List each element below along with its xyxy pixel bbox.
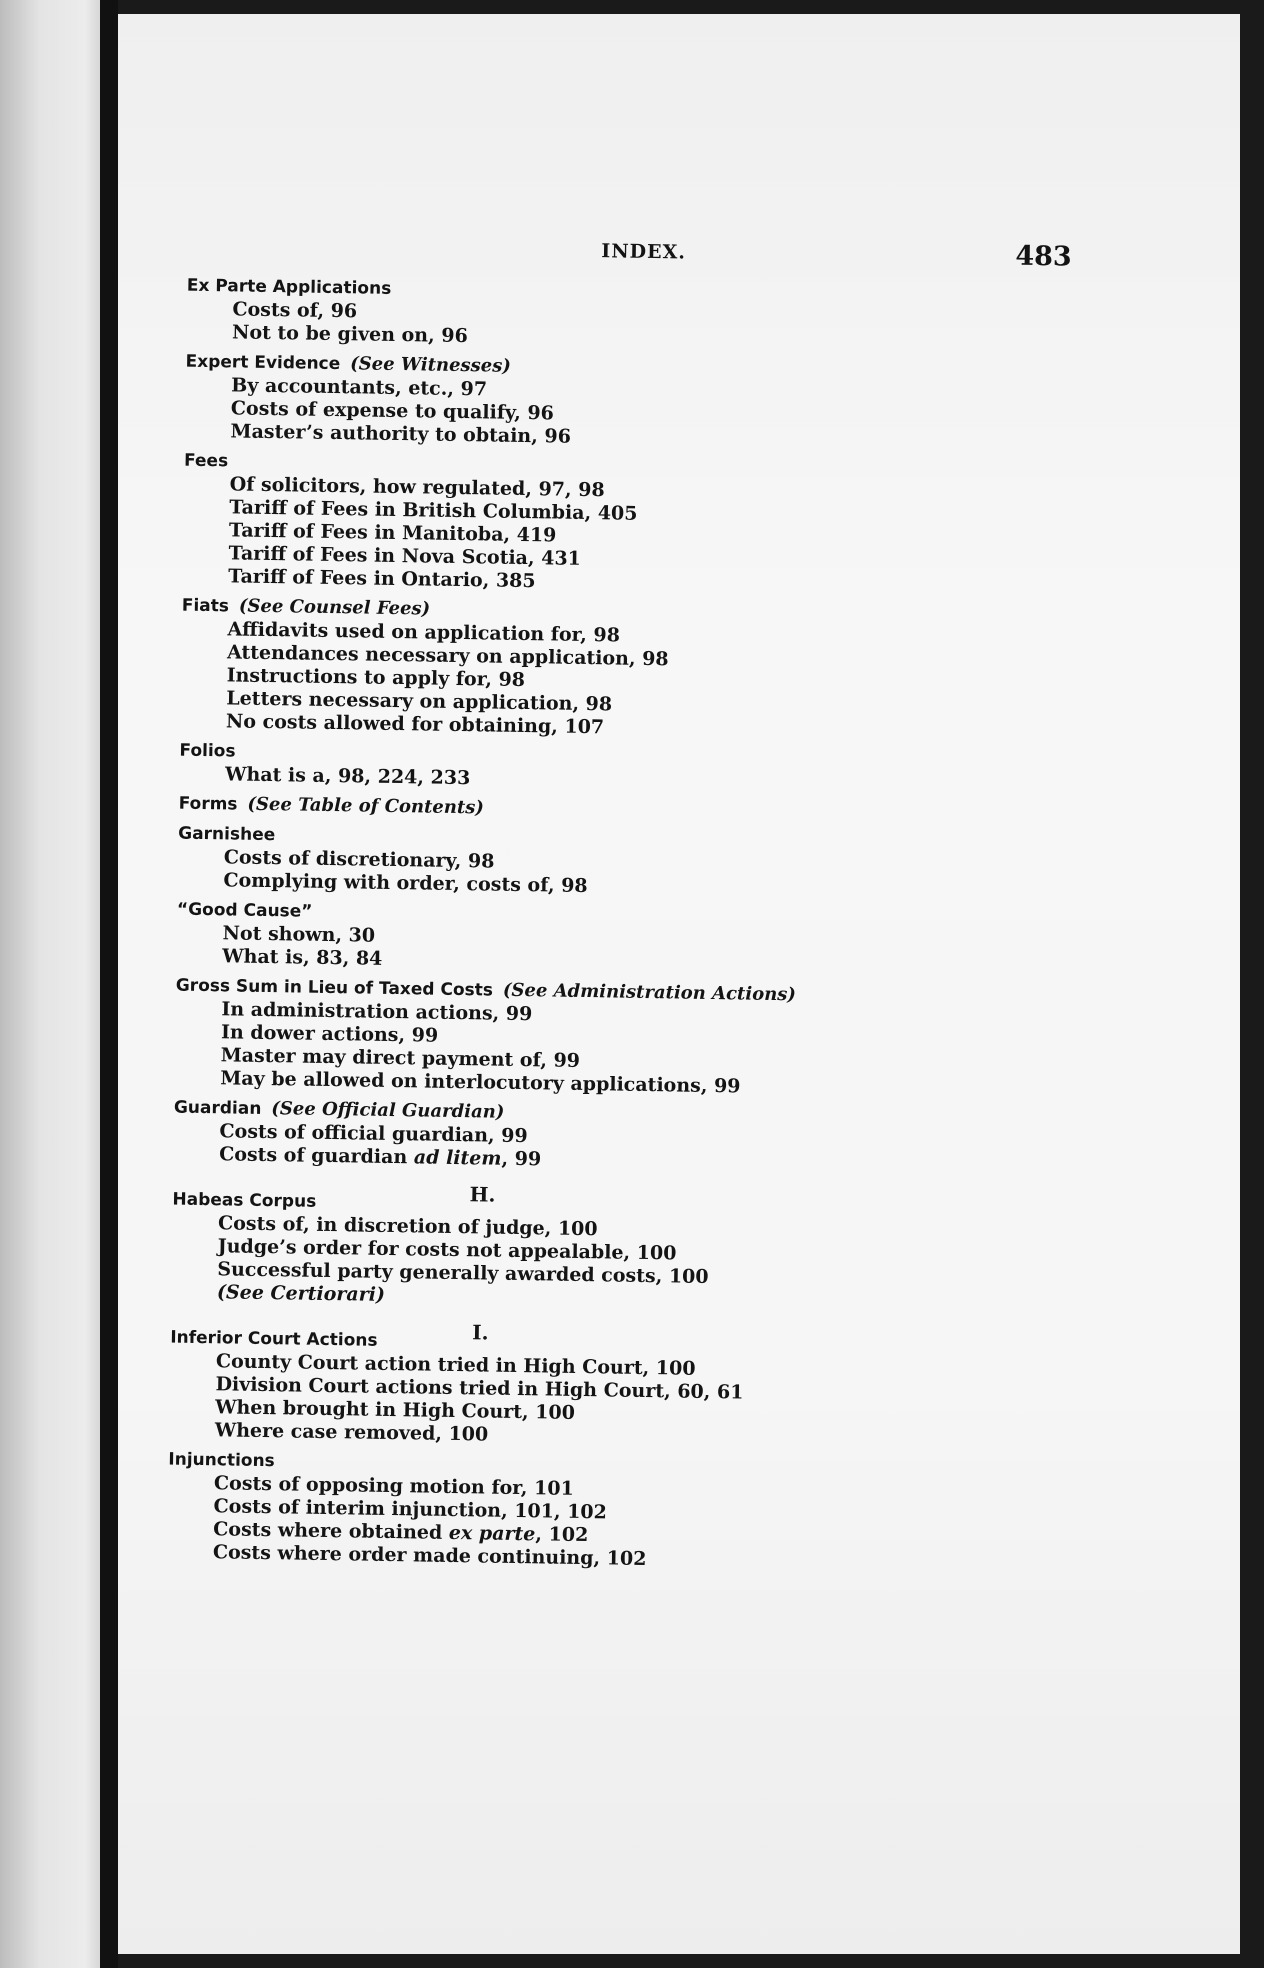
bottom-page-edge — [118, 1954, 1240, 1968]
index-page — [118, 14, 1240, 1954]
index-body — [167, 274, 1087, 1584]
index-entry — [186, 274, 1087, 358]
entry-heading: Gross Sum in Lieu of Taxed Costs (See Administration Actions) — [175, 975, 797, 1006]
index-entry — [176, 898, 1077, 982]
sub-entry: Tariff of Fees in Manitoba, 419 — [228, 519, 557, 547]
sub-entry: Complying with order, costs of, 98 — [223, 869, 588, 898]
sub-entry: May be allowed on interlocutory applications, 99 — [220, 1067, 741, 1098]
entry-heading: “Good Cause” — [176, 899, 313, 922]
section-letter-i: I. — [472, 1320, 489, 1345]
sub-entry: Where case removed, 100 — [214, 1419, 489, 1446]
sub-entry: No costs allowed for obtaining, 107 — [225, 710, 605, 739]
entry-heading: Ex Parte Applications — [186, 275, 392, 299]
entry-heading: Garnishee — [178, 823, 276, 846]
sub-entry: In administration actions, 99 — [221, 998, 533, 1026]
entry-heading: Injunctions — [168, 1449, 275, 1472]
entry-heading: Forms (See Table of Contents) — [178, 793, 485, 819]
running-head: INDEX. — [601, 240, 687, 264]
see-reference: (See Administration Actions) — [502, 979, 797, 1006]
see-reference: (See Official Guardian) — [271, 1098, 505, 1123]
right-page-edge — [1240, 0, 1264, 1968]
sub-entry: Division Court actions tried in High Court, 60, 61 — [215, 1373, 744, 1404]
sub-entry: Judge’s order for costs not appealable, 100 — [217, 1235, 677, 1265]
sub-entry: Costs of opposing motion for, 101 — [213, 1472, 574, 1500]
index-entry-habeas-corpus — [171, 1188, 1073, 1318]
sub-entry: Tariff of Fees in British Columbia, 405 — [229, 496, 638, 525]
sub-entry: Costs of discretionary, 98 — [223, 846, 495, 873]
see-reference: (See Witnesses) — [350, 353, 512, 377]
sub-entry: Costs of, 96 — [232, 298, 358, 323]
sub-entry: Costs of expense to qualify, 96 — [230, 397, 555, 425]
see-reference: (See Table of Contents) — [247, 793, 485, 819]
sub-entry: Costs of, in discretion of judge, 100 — [217, 1212, 598, 1241]
sub-entry: Master’s authority to obtain, 96 — [230, 420, 572, 448]
sub-entry: In dower actions, 99 — [220, 1021, 439, 1047]
index-entries-f-g — [174, 274, 1087, 1104]
sub-entry: Costs of interim injunction, 101, 102 — [213, 1495, 608, 1524]
page-number: 483 — [1015, 240, 1072, 273]
index-entry — [179, 739, 1080, 800]
sub-entry: Of solicitors, how regulated, 97, 98 — [229, 473, 605, 502]
sub-entry: Costs where order made continuing, 102 — [212, 1541, 647, 1571]
sub-entry: Affidavits used on application for, 98 — [227, 618, 621, 647]
sub-entry: Tariff of Fees in Ontario, 385 — [228, 565, 536, 593]
sub-entry: When brought in High Court, 100 — [215, 1396, 576, 1424]
see-reference: (See Counsel Fees) — [238, 595, 431, 620]
sub-entry: Not to be given on, 96 — [231, 321, 468, 348]
sub-entry: What is, 83, 84 — [222, 945, 383, 970]
left-page-edge — [0, 0, 100, 1968]
sub-entry: Instructions to apply for, 98 — [226, 664, 526, 692]
index-entry-inferior-court-actions — [169, 1326, 1071, 1456]
sub-entry: Not shown, 30 — [222, 922, 376, 947]
see-reference: (See Certiorari) — [216, 1281, 386, 1306]
index-entry-injunctions — [167, 1448, 1069, 1578]
sub-entry: Costs of guardian ad litem, 99 — [218, 1143, 542, 1171]
entry-heading: Inferior Court Actions — [170, 1327, 378, 1351]
sub-entry: Costs where obtained ex parte, 102 — [213, 1518, 589, 1547]
entry-heading: Folios — [179, 740, 236, 762]
index-entry — [182, 449, 1084, 602]
sub-entry: Successful party generally awarded costs, 100 — [217, 1258, 709, 1288]
section-letter-h: H. — [469, 1182, 496, 1207]
page-content — [91, 5, 1243, 1962]
sub-entry: Tariff of Fees in Nova Scotia, 431 — [228, 542, 582, 570]
index-entry-guardian — [173, 1096, 1074, 1180]
sub-entry: Letters necessary on application, 98 — [226, 687, 613, 716]
entry-heading: Guardian (See Official Guardian) — [173, 1097, 505, 1123]
sub-entry: By accountants, etc., 97 — [231, 374, 488, 401]
sub-entry: Costs of official guardian, 99 — [219, 1120, 528, 1148]
entry-heading: Fiats (See Counsel Fees) — [181, 595, 431, 620]
entry-heading: Habeas Corpus — [172, 1189, 317, 1212]
index-entry — [177, 822, 1078, 906]
index-entry — [180, 594, 1082, 747]
entry-heading: Fees — [183, 450, 229, 472]
sub-entry: Attendances necessary on application, 98 — [226, 641, 669, 671]
sub-entry: County Court action tried in High Court, 100 — [215, 1350, 696, 1380]
index-entry — [174, 974, 1076, 1104]
sub-entry: Master may direct payment of, 99 — [220, 1044, 581, 1072]
sub-entry: What is a, 98, 224, 233 — [224, 763, 471, 790]
entry-heading: Expert Evidence (See Witnesses) — [185, 351, 512, 377]
index-entry — [184, 350, 1085, 457]
